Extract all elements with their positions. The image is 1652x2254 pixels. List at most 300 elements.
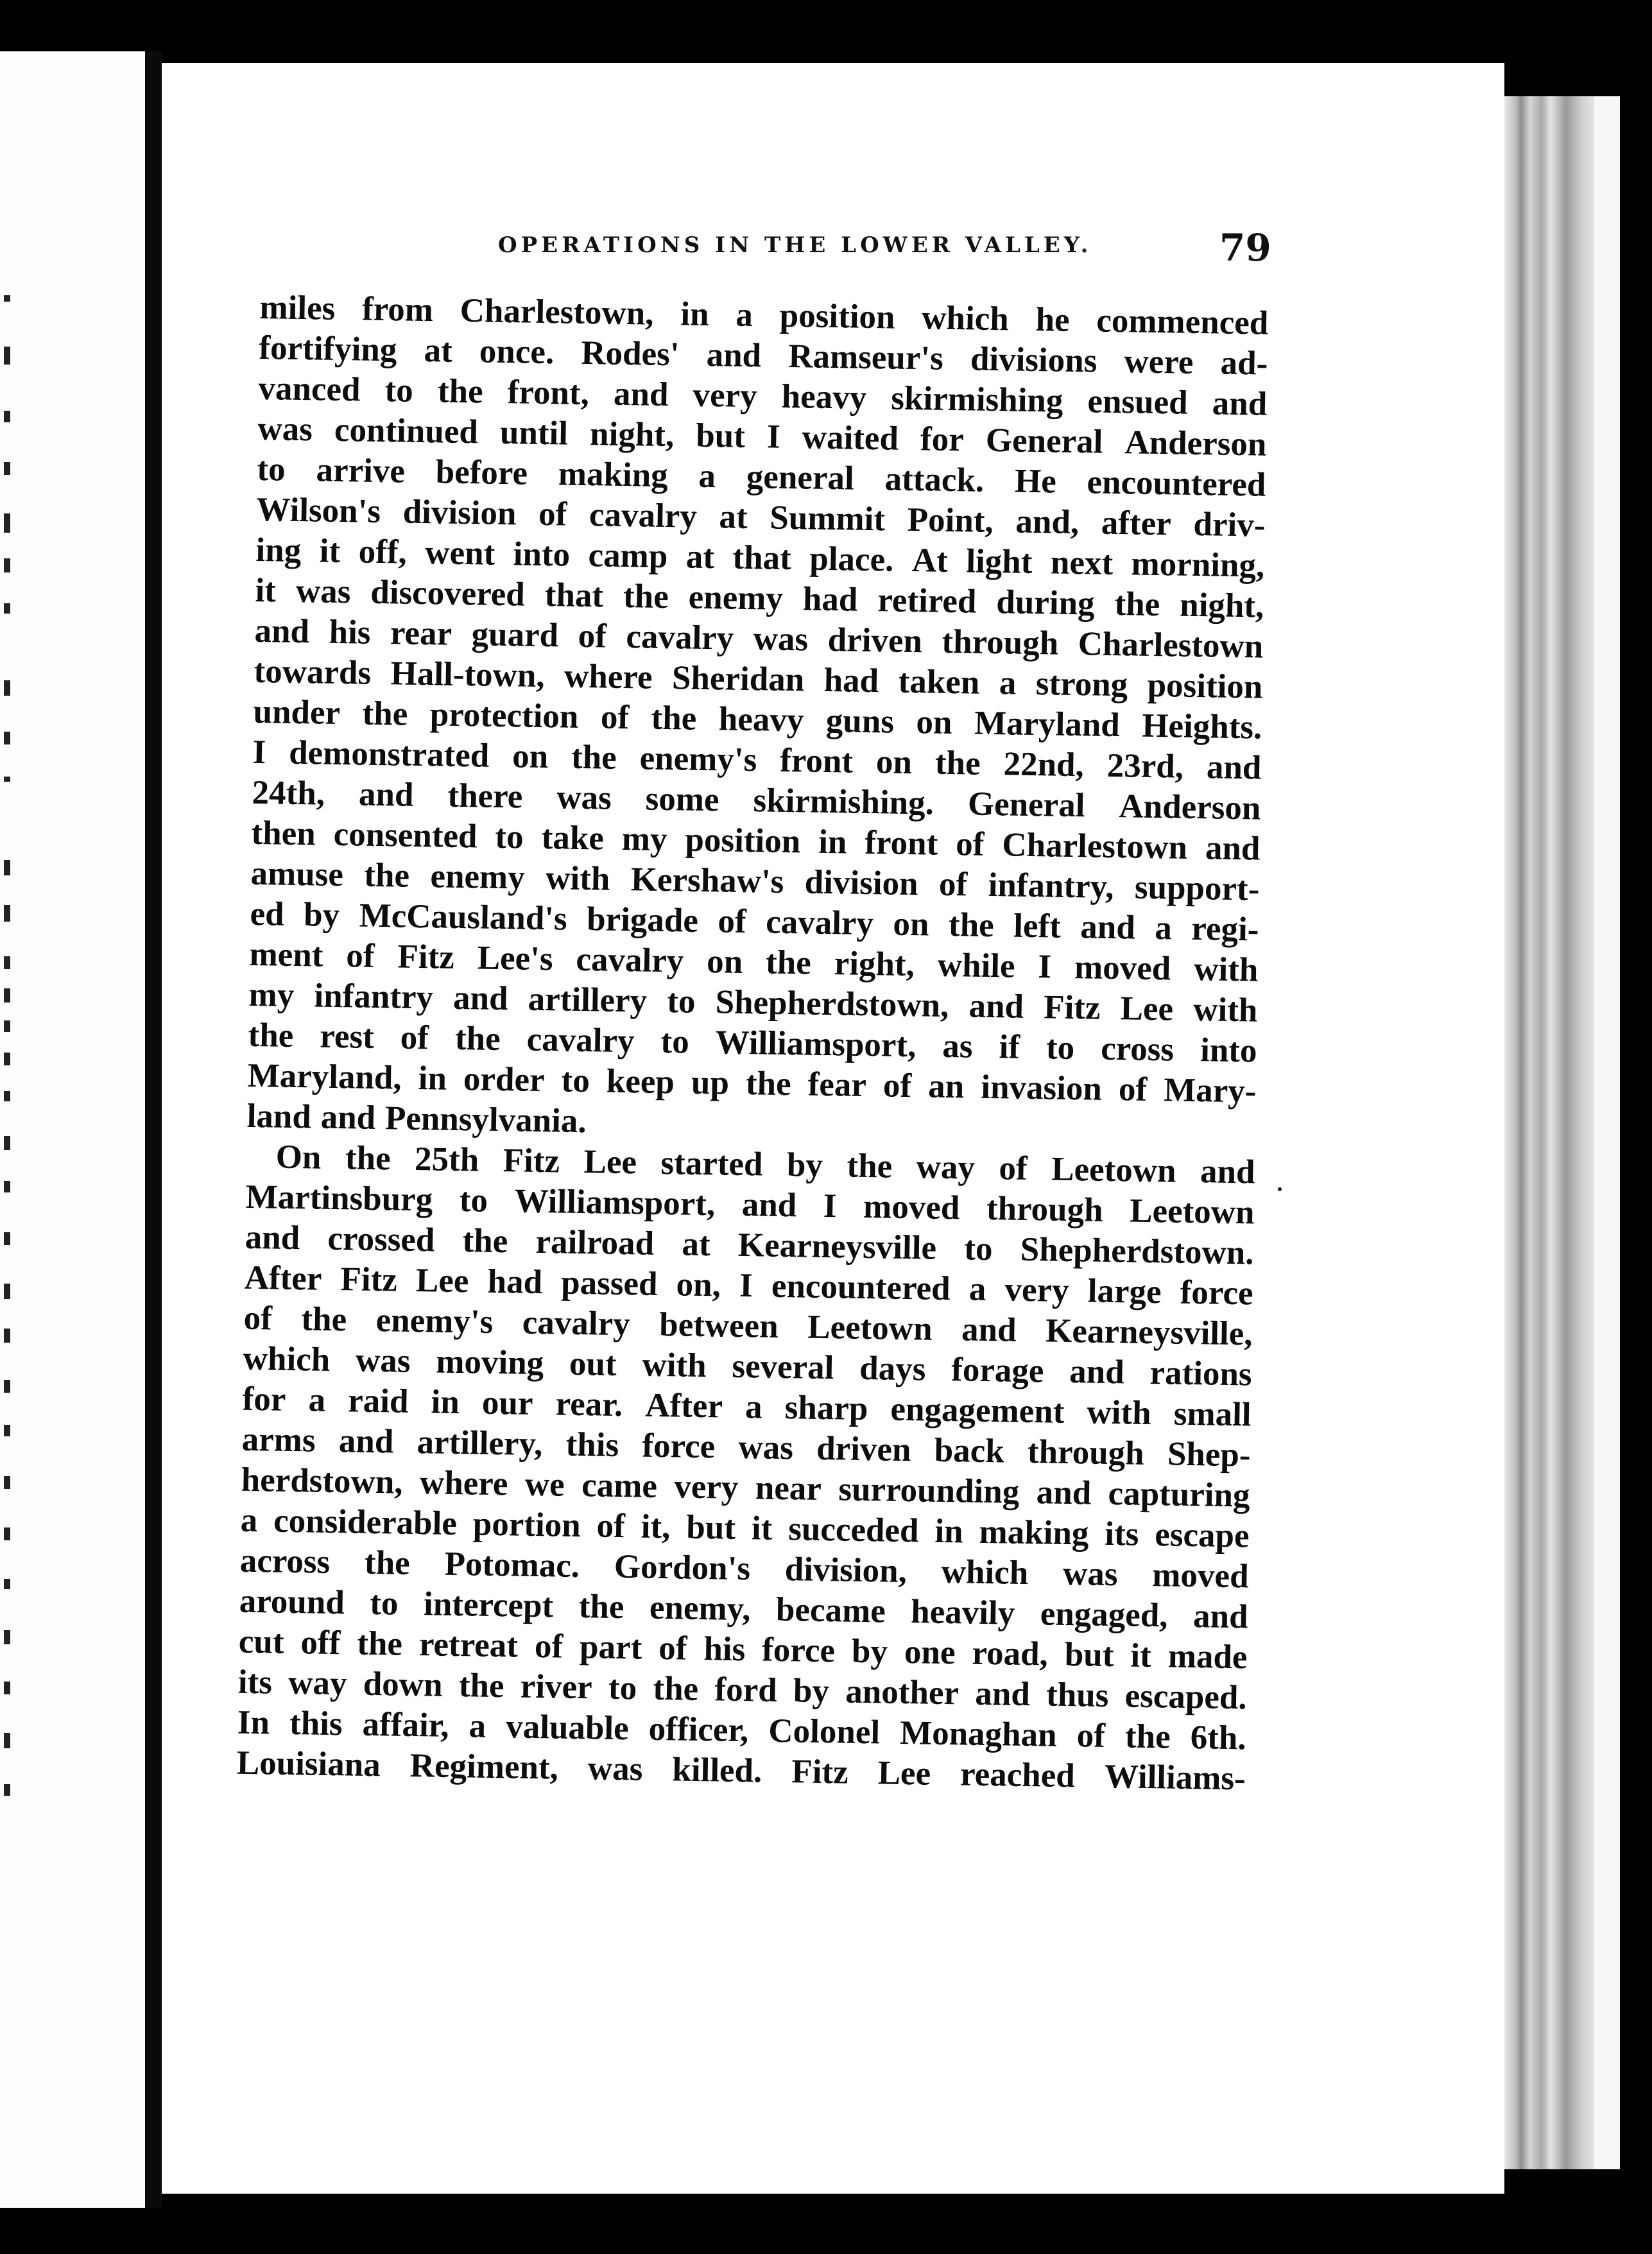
word: Lee	[1120, 990, 1174, 1028]
word: Anderson	[1119, 787, 1261, 827]
word: skirmishing.	[753, 782, 934, 822]
word: rest	[319, 1017, 375, 1056]
word: of	[718, 902, 747, 941]
text-fragment-mark	[4, 1136, 10, 1150]
word: between	[658, 1305, 779, 1345]
word: artillery	[528, 980, 648, 1020]
word: and	[245, 1218, 300, 1257]
word: the	[948, 906, 995, 945]
word: Williams-	[1104, 1757, 1246, 1798]
word: Mary-	[1163, 1071, 1257, 1110]
word: that	[732, 538, 792, 578]
word: was	[355, 1341, 411, 1380]
word: Point,	[907, 501, 994, 540]
word: considerable	[273, 1502, 458, 1543]
word: my	[248, 976, 295, 1014]
word: on,	[676, 1266, 721, 1304]
text-fragment-mark	[4, 680, 10, 696]
word: which	[941, 1553, 1029, 1592]
word: where	[419, 1464, 508, 1503]
word: strong	[1035, 665, 1128, 704]
word: a	[744, 1388, 763, 1426]
word: thus	[1045, 1676, 1109, 1715]
word: Leetown	[1051, 1150, 1177, 1190]
word: at	[424, 332, 453, 370]
text-fragment-mark	[4, 1733, 10, 1748]
word: to	[257, 450, 286, 488]
word: force	[642, 1427, 716, 1466]
word: through	[942, 623, 1059, 662]
text-fragment-mark	[4, 1784, 10, 1796]
word: driv-	[1193, 505, 1266, 544]
word: it	[319, 532, 341, 571]
word: cavalry	[626, 618, 734, 657]
word: at	[685, 538, 715, 576]
word: Colonel	[768, 1712, 881, 1751]
word: herdstown,	[241, 1461, 404, 1501]
word: 6th.	[1190, 1719, 1247, 1757]
word: to	[495, 818, 524, 856]
word: Louisiana	[236, 1744, 381, 1784]
word: Fitz	[397, 938, 455, 976]
word: a	[240, 1501, 258, 1540]
word: ensued	[1087, 383, 1189, 422]
word: continued	[334, 411, 479, 451]
word: very	[1004, 1271, 1070, 1309]
text-fragment-mark	[4, 956, 10, 969]
word: out	[569, 1345, 617, 1383]
word: invasion	[980, 1068, 1103, 1108]
word: was	[587, 1750, 643, 1788]
word: down	[363, 1665, 443, 1704]
word: this	[289, 1705, 343, 1743]
word: At	[911, 542, 949, 580]
word: it	[1130, 1637, 1152, 1675]
word: enemy's	[375, 1302, 494, 1341]
word: by	[851, 1632, 888, 1671]
word: was	[1062, 1554, 1118, 1594]
word: railroad	[535, 1223, 655, 1262]
word: regi-	[1191, 909, 1259, 949]
word: cavalry	[589, 496, 698, 535]
word: right,	[834, 945, 915, 984]
text-fragment-mark	[4, 1380, 10, 1393]
word: escaped.	[1124, 1677, 1248, 1717]
word: He	[1014, 462, 1057, 501]
text-fragment-mark	[4, 1425, 10, 1436]
word: order	[463, 1060, 546, 1099]
word: of	[578, 617, 607, 655]
word: crossed	[327, 1219, 435, 1259]
word: to	[1045, 1029, 1075, 1067]
word: of	[534, 1627, 564, 1665]
word: had	[487, 1262, 543, 1302]
word: by	[786, 1146, 823, 1184]
word: position	[685, 821, 801, 861]
word: Lee	[583, 1143, 637, 1182]
word: Shepherdstown,	[715, 983, 949, 1024]
word: of	[345, 937, 375, 975]
text-fragment-mark	[4, 603, 10, 614]
word: its	[1104, 1515, 1139, 1553]
word: On	[275, 1138, 322, 1176]
word: retreat	[418, 1626, 519, 1665]
word: a	[968, 1270, 986, 1308]
word: place.	[809, 540, 894, 579]
word: on	[512, 737, 549, 776]
word: small	[1173, 1395, 1252, 1434]
word: and	[968, 987, 1024, 1026]
text-fragment-mark	[4, 1682, 10, 1694]
word: Kershaw's	[630, 861, 784, 900]
word: and	[961, 1311, 1017, 1349]
word: valuable	[505, 1708, 630, 1748]
word: into	[513, 535, 571, 574]
word: Kearneysville,	[1045, 1312, 1253, 1353]
word: ford	[714, 1671, 778, 1709]
word: moved	[1074, 949, 1171, 988]
word: heavy	[781, 377, 867, 417]
word: taken	[898, 662, 980, 701]
word: succeded	[787, 1510, 919, 1550]
word: through	[986, 1189, 1104, 1229]
word: of	[596, 1507, 626, 1545]
word: Shepherdstown.	[1020, 1230, 1254, 1272]
word: my	[621, 820, 667, 859]
word: some	[645, 780, 720, 819]
word: to	[459, 1182, 488, 1219]
word: around	[239, 1582, 345, 1622]
word: was	[257, 409, 313, 449]
word: portion	[472, 1505, 581, 1545]
word: Fitz	[340, 1260, 398, 1299]
word: I	[739, 1266, 753, 1305]
word: take	[541, 819, 605, 857]
text-fragment-mark	[4, 1181, 10, 1192]
word: through	[1027, 1433, 1145, 1472]
word: Pennsylvania.	[384, 1099, 587, 1140]
word: officer,	[648, 1710, 749, 1750]
word: infantry,	[988, 866, 1114, 906]
word: enemy's	[639, 739, 757, 779]
word: In	[237, 1703, 270, 1742]
word: Regiment,	[409, 1746, 559, 1787]
word: his	[703, 1630, 746, 1669]
word: Lee's	[477, 939, 553, 978]
word: night,	[1179, 586, 1264, 625]
word: and	[1200, 1153, 1255, 1191]
text-fragment-mark	[4, 860, 10, 875]
word: the	[462, 1222, 508, 1260]
word: Gordon's	[614, 1547, 751, 1588]
word: to	[369, 1584, 399, 1622]
word: position	[779, 297, 895, 336]
word: front,	[507, 374, 590, 413]
word: this	[565, 1425, 619, 1465]
word: but	[1064, 1635, 1114, 1674]
word: of	[538, 495, 567, 533]
word: general	[746, 458, 855, 497]
word: for	[920, 420, 965, 459]
word: the	[362, 694, 408, 733]
word: our	[481, 1384, 534, 1422]
text-fragment-mark	[4, 1284, 10, 1299]
word: I	[766, 418, 781, 456]
word: the	[364, 1544, 411, 1582]
word: waited	[802, 418, 899, 458]
word: After	[244, 1259, 322, 1298]
text-fragment-mark	[4, 347, 10, 365]
text-fragment-mark	[4, 905, 10, 922]
word: of	[955, 825, 985, 863]
word: retired	[877, 581, 977, 621]
word: a	[469, 1707, 486, 1745]
text-fragment-mark	[4, 1091, 10, 1101]
word: Wilson's	[256, 490, 381, 530]
word: the	[248, 1016, 294, 1054]
word: it,	[641, 1508, 671, 1546]
word: moving	[435, 1343, 544, 1382]
word: sharp	[784, 1389, 868, 1428]
word: consented	[333, 815, 478, 856]
word: before	[435, 453, 528, 492]
word: on	[916, 703, 952, 742]
word: rear	[390, 614, 452, 653]
word: had	[802, 580, 858, 619]
word: division	[804, 863, 919, 903]
word: and	[741, 1185, 797, 1225]
word: vanced	[258, 369, 361, 409]
word: and	[974, 1674, 1031, 1714]
word: large	[1087, 1272, 1162, 1311]
word: to	[666, 983, 696, 1020]
word: a	[698, 457, 716, 495]
word: next	[1050, 544, 1114, 582]
stray-ink-dot	[1278, 1187, 1282, 1191]
word: its	[237, 1663, 273, 1701]
word: encountered	[1087, 463, 1266, 504]
word: making	[558, 455, 669, 495]
word: light	[965, 542, 1033, 581]
word: the	[571, 738, 617, 777]
word: by	[303, 896, 340, 934]
text-fragment-mark	[4, 1232, 10, 1245]
word: started	[660, 1144, 763, 1183]
word: and,	[1015, 503, 1080, 542]
word: 24th,	[252, 773, 325, 813]
word: the	[934, 744, 981, 782]
word: Charlestown	[1001, 826, 1188, 866]
word: days	[859, 1349, 926, 1388]
word: capturing	[1108, 1474, 1250, 1515]
word: with	[1087, 1393, 1152, 1432]
text-fragment-mark	[4, 1527, 10, 1540]
text-fragment-mark	[4, 558, 10, 572]
text-fragment-mark	[4, 1579, 10, 1589]
word: under	[253, 693, 341, 732]
word: the	[454, 1019, 501, 1058]
word: a	[308, 1381, 326, 1419]
word: one	[904, 1633, 956, 1672]
text-fragment-mark	[4, 1053, 10, 1065]
word: 23rd,	[1106, 746, 1184, 786]
word: night,	[589, 415, 675, 454]
word: forage	[951, 1351, 1044, 1390]
word: road,	[972, 1634, 1049, 1673]
word: with	[1193, 950, 1259, 989]
word: moved	[863, 1187, 960, 1227]
word: front	[779, 741, 854, 780]
word: land	[246, 1097, 312, 1136]
text-fragment-mark	[4, 1630, 10, 1644]
word: enemy	[430, 857, 526, 897]
word: the	[1124, 1717, 1171, 1756]
word: of	[1118, 1071, 1148, 1108]
word: and	[706, 336, 762, 375]
word: the	[301, 1300, 347, 1339]
word: moved	[1151, 1556, 1250, 1596]
word: it	[255, 571, 277, 610]
word: General	[967, 785, 1085, 825]
word: killed.	[671, 1751, 762, 1790]
word: made	[1167, 1637, 1248, 1676]
word: Leetown	[1129, 1192, 1255, 1232]
word: of	[882, 1067, 912, 1105]
word: surrounding	[838, 1470, 1020, 1511]
text-fragment-mark	[4, 1476, 10, 1489]
word: passed	[560, 1264, 658, 1303]
word: had	[823, 661, 879, 700]
word: it	[751, 1510, 773, 1547]
word: rear.	[555, 1385, 623, 1424]
word: the	[847, 1147, 893, 1185]
word: support-	[1134, 868, 1260, 908]
word: force	[1180, 1273, 1253, 1312]
word: guns	[825, 701, 895, 741]
word: we	[524, 1465, 565, 1504]
word: cavalry	[526, 1020, 635, 1060]
word: Fitz	[503, 1142, 560, 1180]
word: Williamsport,	[715, 1024, 916, 1065]
word: front	[864, 823, 938, 863]
word: encountered	[771, 1267, 951, 1308]
word: engagement	[890, 1390, 1065, 1431]
word: driven	[816, 1429, 911, 1469]
word: the	[363, 856, 410, 895]
word: near	[755, 1469, 822, 1508]
text-fragment-mark	[4, 513, 10, 533]
word: heavy	[718, 700, 804, 739]
word: and	[1205, 829, 1261, 868]
word: off,	[358, 533, 408, 571]
word: and	[1069, 1353, 1125, 1391]
book-gutter	[145, 51, 162, 2208]
word: Lee	[877, 1754, 931, 1793]
word: Sheridan	[671, 659, 805, 699]
word: Ramseur's	[787, 337, 944, 377]
word: river	[520, 1667, 593, 1707]
word: I	[252, 733, 266, 771]
word: in	[431, 1383, 460, 1422]
word: Charlestown,	[460, 291, 655, 332]
body-text	[236, 288, 1268, 1799]
word: ed	[250, 895, 285, 933]
previous-page-edge	[0, 51, 145, 2208]
word: keep	[606, 1062, 675, 1101]
word: Williamsport,	[514, 1182, 716, 1223]
word: I	[823, 1187, 838, 1225]
word: way	[288, 1664, 347, 1703]
word: was	[738, 1428, 794, 1467]
word: the	[745, 1065, 792, 1103]
word: left	[1013, 907, 1062, 945]
word: Lee	[415, 1262, 469, 1300]
word: of	[658, 1630, 687, 1667]
word: I	[1038, 948, 1052, 986]
word: and	[613, 375, 669, 414]
word: while	[937, 946, 1016, 985]
word: towards	[254, 652, 372, 692]
word: the	[651, 699, 697, 737]
word: to	[384, 372, 414, 409]
word: that	[544, 576, 604, 615]
text-fragment-mark	[4, 988, 10, 1002]
word: enemy,	[649, 1588, 751, 1628]
word: across	[239, 1542, 331, 1581]
word: cavalry	[765, 903, 874, 943]
word: very	[673, 1468, 739, 1506]
text-fragment-mark	[4, 1020, 10, 1032]
word: to	[963, 1230, 993, 1268]
word: Anderson	[1124, 424, 1267, 463]
word: arms	[241, 1420, 316, 1459]
word: force	[761, 1631, 836, 1670]
word: After	[644, 1386, 723, 1425]
word: was	[295, 572, 351, 611]
word: Kearneysville	[737, 1226, 937, 1267]
word: with	[1192, 990, 1258, 1029]
text-fragment-mark	[4, 1329, 10, 1343]
word: amuse	[250, 854, 344, 894]
word: but	[695, 417, 746, 455]
word: Potomac.	[444, 1545, 580, 1585]
word: the	[578, 1588, 624, 1626]
word: during	[995, 583, 1096, 623]
word: attack.	[884, 460, 985, 499]
text-fragment-mark	[4, 777, 10, 782]
word: which	[921, 299, 1010, 338]
word: up	[691, 1063, 730, 1102]
word: divisions	[970, 340, 1097, 380]
word: and	[452, 979, 509, 1018]
word: protection	[429, 696, 579, 736]
word: was	[753, 620, 809, 658]
word: ment	[249, 935, 323, 974]
page-edge-stack	[1504, 96, 1620, 2169]
word: by	[793, 1672, 830, 1710]
word: until	[499, 413, 569, 452]
word: in	[934, 1512, 964, 1551]
word: artillery,	[417, 1424, 543, 1463]
word: and	[1212, 384, 1268, 423]
word: from	[361, 290, 434, 329]
word: to	[660, 1022, 690, 1061]
word: where	[564, 657, 653, 696]
word: morning,	[1131, 545, 1265, 585]
word: guard	[471, 615, 559, 655]
word: fortifying	[259, 329, 397, 369]
word: way	[916, 1148, 976, 1187]
